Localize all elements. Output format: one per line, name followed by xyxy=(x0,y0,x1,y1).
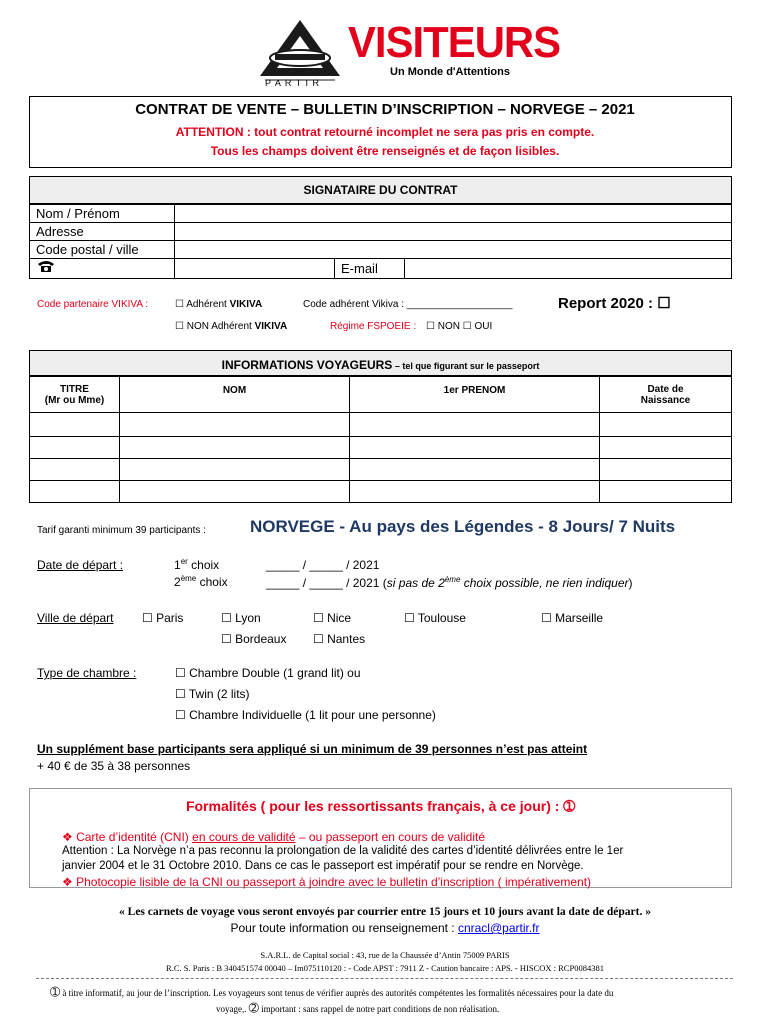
table-row[interactable] xyxy=(30,437,732,459)
ville-toulouse[interactable]: ☐ Toulouse xyxy=(404,611,466,625)
table-row[interactable] xyxy=(30,459,732,481)
tarif-label: Tarif garanti minimum 39 participants : xyxy=(37,525,206,536)
trip-headline: NORVEGE - Au pays des Légendes - 8 Jours/ 7 Nuits xyxy=(250,517,676,536)
non-adherent-option[interactable]: ☐ NON Adhérent VIKIVA xyxy=(175,321,288,332)
attention-line-2: Tous les champs doivent être renseignés et de façon lisibles. xyxy=(210,144,560,158)
page-title: CONTRAT DE VENTE – BULLETIN D’INSCRIPTION – NORVEGE – 2021 xyxy=(135,101,635,118)
code-adherent-field[interactable]: Code adhérent Vikiva : ___________________ xyxy=(303,299,513,310)
logo-sub: P A R T I R xyxy=(265,78,321,88)
sarl-line: S.A.R.L. de Capital social : 43, rue de la Chaussée d’Antin 75009 PARIS xyxy=(260,950,510,960)
ville-paris[interactable]: ☐ Paris xyxy=(142,611,184,625)
col-nom: NOM xyxy=(120,377,350,413)
footnote-2: voyage,. ➁ important : sans rappel de notre part conditions de non réalisation. xyxy=(216,1001,500,1015)
table-row[interactable] xyxy=(30,413,732,437)
supplement-line-1: Un supplément base participants sera appliqué si un minimum de 39 personnes n’est pas atteint xyxy=(37,742,588,756)
ville-nantes[interactable]: ☐ Nantes xyxy=(313,632,366,646)
ville-nice[interactable]: ☐ Nice xyxy=(313,611,352,625)
nom-label: Nom / Prénom xyxy=(30,205,175,223)
rcs-line: R.C. S. Paris : B 340451574 00040 – Im075110120 : - Code APST : 7911 Z - Caution bancaire : APS. - HISCOX : RCP0084381 xyxy=(166,963,604,973)
logo-tagline: Un Monde d'Attentions xyxy=(390,66,510,78)
col-titre: TITRE (Mr ou Mme) xyxy=(30,377,120,413)
supplement-line-2: + 40 € de 35 à 38 personnes xyxy=(37,759,191,773)
ville-marseille[interactable]: ☐ Marseille xyxy=(541,611,604,625)
choice-2: 2ème choix xyxy=(174,574,228,589)
photocopie-line: ❖ Photocopie lisible de la CNI ou passeport à joindre avec le bulletin d’inscription ( impérativement) xyxy=(62,875,592,889)
report-2020[interactable]: Report 2020 : ☐ xyxy=(558,295,671,312)
telephone-icon xyxy=(30,259,175,279)
signataire-table xyxy=(29,204,732,279)
telephone-field[interactable] xyxy=(175,259,335,279)
logo xyxy=(255,18,575,90)
info-email-link[interactable]: cnracl@partir.fr xyxy=(457,921,540,935)
ville-bordeaux[interactable]: ☐ Bordeaux xyxy=(221,632,287,646)
chambre-label: Type de chambre : xyxy=(37,666,137,680)
footnote-1: ➀ à titre informatif, au jour de l’inscription. Les voyageurs sont tenus de vérifier auprès des autorités compétentes les formalités nécessaires pour la date du xyxy=(50,985,614,999)
formalites-title: Formalités ( pour les ressortissants français, à ce jour) : ➀ xyxy=(185,798,576,814)
attention-line-1: ATTENTION : tout contrat retourné incomplet ne sera pas pris en compte. xyxy=(175,125,595,139)
footer-divider xyxy=(36,978,733,979)
signataire-title: SIGNATAIRE DU CONTRAT xyxy=(303,183,458,197)
ville-label: Ville de départ xyxy=(37,611,114,625)
formalites-attention-1: Attention : La Norvège n’a pas reconnu la prolongation de la validité des cartes d’identité délivrées entre le 1er xyxy=(62,845,624,857)
adherent-option[interactable]: ☐ Adhérent VIKIVA xyxy=(175,299,263,310)
choice-2-date[interactable]: _____ / _____ / 2021 (si pas de 2ème choix possible, ne rien indiquer) xyxy=(266,575,633,590)
chambre-individuelle[interactable]: ☐ Chambre Individuelle (1 lit pour une personne) xyxy=(175,708,436,722)
chambre-twin[interactable]: ☐ Twin (2 lits) xyxy=(175,687,250,701)
choice-1-date[interactable]: _____ / _____ / 2021 xyxy=(266,558,380,572)
nom-field[interactable] xyxy=(175,205,732,223)
email-field[interactable] xyxy=(405,259,732,279)
code-postal-field[interactable] xyxy=(175,241,732,259)
voyageurs-title: INFORMATIONS VOYAGEURS – tel que figurant sur le passeport xyxy=(221,358,540,372)
regime-options[interactable]: ☐ NON ☐ OUI xyxy=(426,321,493,332)
col-prenom: 1er PRENOM xyxy=(350,377,600,413)
choice-1: 1er choix xyxy=(174,557,220,572)
logo-brand: VISITEURS xyxy=(348,18,561,67)
adresse-field[interactable] xyxy=(175,223,732,241)
cni-line: ❖ Carte d’identité (CNI) en cours de validité – ou passeport en cours de validité xyxy=(62,830,485,844)
code-postal-label: Code postal / ville xyxy=(30,241,175,259)
carnets-line: « Les carnets de voyage vous seront envoyés par courrier entre 15 jours et 10 jours avant la date de départ. » xyxy=(119,906,651,918)
info-line: Pour toute information ou renseignement : cnracl@partir.fr xyxy=(230,921,540,935)
email-label: E-mail xyxy=(335,259,405,279)
regime-label: Régime FSPOEIE : xyxy=(330,321,417,332)
code-partenaire-label: Code partenaire VIKIVA : xyxy=(37,299,148,310)
depart-label: Date de départ : xyxy=(37,558,124,572)
ville-lyon[interactable]: ☐ Lyon xyxy=(221,611,261,625)
formalites-attention-2: janvier 2004 et le 31 Octobre 2010. Dans ce cas le passeport est impératif pour se rendre en Norvège. xyxy=(62,860,584,872)
voyageurs-table xyxy=(29,376,732,503)
col-date-naissance: Date de Naissance xyxy=(600,377,732,413)
adresse-label: Adresse xyxy=(30,223,175,241)
table-row[interactable] xyxy=(30,481,732,503)
chambre-double[interactable]: ☐ Chambre Double (1 grand lit) ou xyxy=(175,666,361,680)
